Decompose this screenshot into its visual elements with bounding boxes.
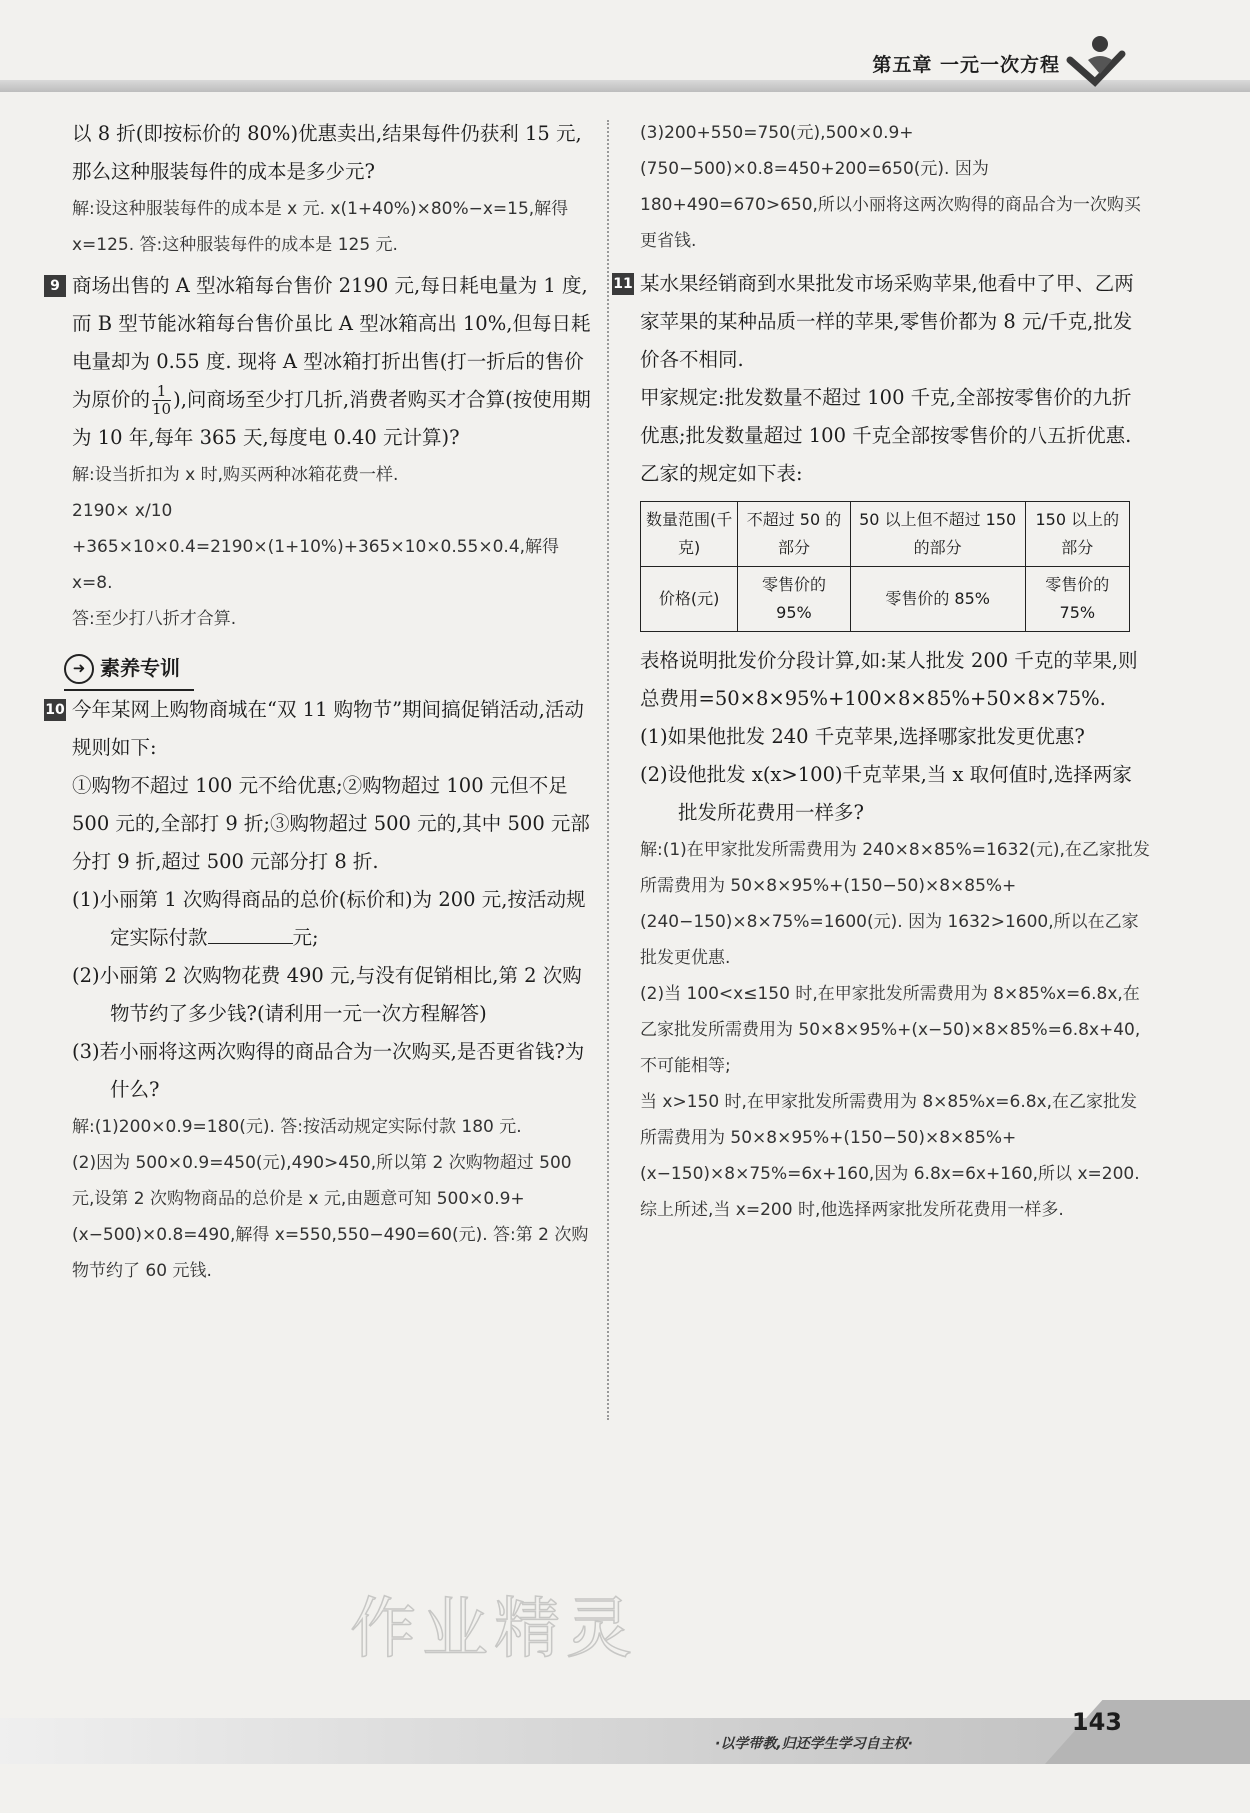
footer-slogan: ·以学带教,归还学生学习自主权· — [715, 1736, 913, 1752]
table-row — [641, 567, 1130, 632]
question-10-rules: ①购物不超过 100 元不给优惠;②购物超过 100 元但不足 500 元的,全部打 9 折;③购物超过 500 元的,其中 500 元部分打 9 折,超过 500 元部分打 8 折. — [72, 774, 590, 873]
question-number-11: 11 — [612, 273, 634, 295]
fraction-one-tenth: $\frac{1}{10}$ — [152, 382, 172, 418]
question-9 — [50, 267, 592, 457]
answer-11-part-2b: 当 x>150 时,在甲家批发所需费用为 8×85%x=6.8x,在乙家批发所需费用为 50×8×95%+(150−50)×8×85%+(x−150)×8×75%=6x+160,因为 6.8x=6x+160,所以 x=200. — [640, 1092, 1140, 1184]
table-explanation: 表格说明批发价分段计算,如:某人批发 200 千克的苹果,则总费用=50×8×95%+100×8×85%+50×8×75%. — [640, 649, 1138, 710]
answer-10-part-1: 解:(1)200×0.9=180(元). 答:按活动规定实际付款 180 元. — [72, 1117, 522, 1137]
question-11-part-2: (2)设他批发 x(x>100)千克苹果,当 x 取何值时,选择两家批发所花费用一样多? — [640, 763, 1132, 824]
table-cell: 零售价的 85% — [850, 567, 1025, 632]
watermark: 作业精灵 — [350, 1590, 638, 1667]
yi-price-table — [640, 501, 1130, 632]
answer-10-part-3: (3)200+550=750(元),500×0.9+(750−500)×0.8=450+200=650(元). 因为 180+490=670>650,所以小丽将这两次购得的商品合为一次购买更省钱. — [640, 123, 1141, 251]
question-number-10: 10 — [44, 699, 66, 721]
arrow-right-icon: ➜ — [64, 654, 94, 684]
reading-person-logo-icon — [1060, 30, 1130, 90]
question-11-part-1: (1)如果他批发 240 千克苹果,选择哪家批发更优惠? — [640, 725, 1085, 748]
table-cell: 不超过 50 的部分 — [738, 502, 850, 567]
table-cell: 50 以上但不超过 150 的部分 — [850, 502, 1025, 567]
answer-9-line-3: 答:至少打八折才合算. — [72, 609, 237, 629]
answer-blank[interactable] — [208, 925, 293, 944]
column-divider — [607, 120, 609, 1420]
answer-9-line-2: 2190× x/10 +365×10×0.4=2190×(1+10%)+365×10×0.55×0.4,解得 x=8. — [72, 501, 560, 593]
answer-8: 解:设这种服装每件的成本是 x 元. x(1+40%)×80%−x=15,解得 x=125. 答:这种服装每件的成本是 125 元. — [72, 199, 569, 255]
answer-11-part-2a: (2)当 100<x≤150 时,在甲家批发所需费用为 8×85%x=6.8x,在乙家批发所需费用为 50×8×95%+(x−50)×8×85%=6.8x+40,不可能相等; — [640, 984, 1141, 1076]
answer-9-line-1: 解:设当折扣为 x 时,购买两种冰箱花费一样. — [72, 465, 399, 485]
question-10-part-2: (2)小丽第 2 次购物花费 490 元,与没有促销相比,第 2 次购物节约了多少钱?(请利用一元一次方程解答) — [72, 964, 582, 1025]
section-heading — [64, 649, 180, 687]
answer-11-part-1: 解:(1)在甲家批发所需费用为 240×8×85%=1632(元),在乙家批发所需费用为 50×8×95%+(150−50)×8×85%+(240−150)×8×75%=1600(元). 因为 1632>1600,所以在乙家批发更优惠. — [640, 840, 1150, 968]
answer-10-part-2: (2)因为 500×0.9=450(元),490>450,所以第 2 次购物超过 500 元,设第 2 次购物商品的总价是 x 元,由题意可知 500×0.9+(x−500)×0.8=490,解得 x=550,550−490=60(元). 答:第 2 次购物节约了 60 元钱. — [72, 1153, 589, 1281]
table-cell: 150 以上的部分 — [1025, 502, 1129, 567]
question-8-continued: 以 8 折(即按标价的 80%)优惠卖出,结果每件仍获利 15 元,那么这种服装每件的成本是多少元? — [72, 122, 582, 183]
right-column — [613, 115, 1150, 1228]
question-10 — [45, 691, 592, 767]
table-cell: 价格(元) — [641, 567, 738, 632]
page-number: 143 — [1071, 1708, 1122, 1736]
left-column — [45, 115, 592, 1289]
answer-11-conclusion: 综上所述,当 x=200 时,他选择两家批发所花费用一样多. — [640, 1200, 1064, 1220]
jia-rule: 甲家规定:批发数量不超过 100 千克,全部按零售价的九折优惠;批发数量超过 100 千克全部按零售价的八五折优惠. — [640, 386, 1132, 447]
table-cell: 零售价的 95% — [738, 567, 850, 632]
table-cell: 零售价的 75% — [1025, 567, 1129, 632]
question-10-part-3: (3)若小丽将这两次购得的商品合为一次购买,是否更省钱?为什么? — [72, 1040, 585, 1101]
table-cell: 数量范围(千克) — [641, 502, 738, 567]
section-title: 素养专训 — [100, 656, 180, 680]
question-11 — [613, 265, 1150, 379]
question-11-text: 某水果经销商到水果批发市场采购苹果,他看中了甲、乙两家苹果的某种品质一样的苹果,零售价都为 8 元/千克,批发价各不相同. — [640, 272, 1134, 371]
yi-rule-intro: 乙家的规定如下表: — [640, 462, 803, 485]
question-number-9: 9 — [44, 275, 66, 297]
table-row — [641, 502, 1130, 567]
question-9-text-a: 商场出售的 A 型冰箱每台售价 2190 元,每日耗电量为 1 度,而 B 型节能冰箱每台售价虽比 A 型冰箱高出 10%,但每日耗电量却为 0.55 度. 现将 A 型冰箱打折出售(打一折后的售价为原价的 — [72, 274, 591, 411]
question-9-text-b: ),问商场至少打几折,消费者购买才合算(按使用期为 10 年,每年 365 天,每度电 0.40 元计算)? — [72, 388, 591, 449]
chapter-title: 第五章 一元一次方程 — [872, 54, 1060, 76]
question-10-part-1: (1)小丽第 1 次购得商品的总价(标价和)为 200 元,按活动规定实际付款 元; — [72, 888, 586, 949]
question-10-text: 今年某网上购物商城在“双 11 购物节”期间搞促销活动,活动规则如下: — [72, 698, 584, 759]
